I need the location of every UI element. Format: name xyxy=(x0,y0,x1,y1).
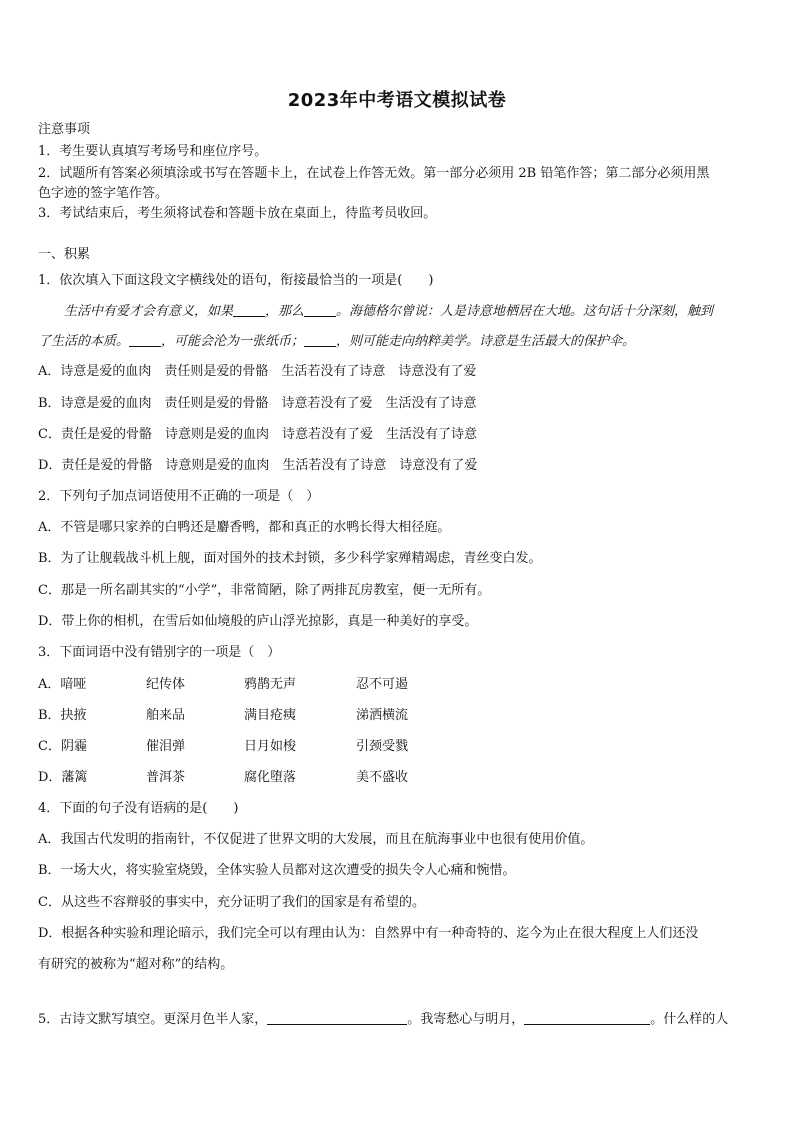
q1-blank-4 xyxy=(304,332,336,347)
q5-line xyxy=(38,1010,728,1029)
q1-option-b: B．诗意是爱的血肉 责任则是爱的骨骼 诗意若没有了爱 生活没有了诗意 xyxy=(38,396,477,411)
q3-c-word-4: 引颈受戮 xyxy=(356,739,409,754)
q4-option-c: C．从这些不容辩驳的事实中，充分证明了我们的国家是有希望的。 xyxy=(38,895,425,910)
q1-blank-3 xyxy=(129,332,161,347)
q1-passage-line-1 xyxy=(64,302,713,321)
q5-blank-2 xyxy=(524,1010,650,1025)
q2-option-a: A．不管是哪只家养的白鸭还是麝香鸭，都和真正的水鸭长得大相径庭。 xyxy=(38,520,451,535)
q3-d-word-2: 普洱茶 xyxy=(146,770,186,785)
notice-item-3: 3．考试结束后，考生须将试卷和答题卡放在桌面上，待监考员收回。 xyxy=(38,206,437,221)
q1-stem: 1．依次填入下面这段文字横线处的语句，衔接最恰当的一项是( ) xyxy=(38,273,434,288)
q4-option-a: A．我国古代发明的指南针，不仅促进了世界文明的大发展，而且在航海事业中也很有使用价值。 xyxy=(38,832,594,847)
page-title: 2023年中考语文模拟试卷 xyxy=(287,90,507,111)
q1-passage-text: 。海德格尔曾说：人是诗意地栖居在大地。这句话十分深刻，触到 xyxy=(336,304,714,319)
notice-heading: 注意事项 xyxy=(38,122,91,137)
notice-item-2-cont: 色字迹的签字笔作答。 xyxy=(38,186,169,201)
q3-b-word-1: B．抉掖 xyxy=(38,708,87,723)
q2-option-b: B．为了让舰载战斗机上舰，面对国外的技术封锁，多少科学家殚精竭虑，青丝变白发。 xyxy=(38,551,542,566)
q3-b-word-4: 涕洒横流 xyxy=(356,708,409,723)
q4-option-b: B．一场大火，将实验室烧毁，全体实验人员都对这次遭受的损失令人心痛和惋惜。 xyxy=(38,863,516,878)
q4-stem: 4．下面的句子没有语病的是( ) xyxy=(38,801,239,816)
q1-blank-1 xyxy=(233,302,265,317)
q5-text: 。我寄愁心与明月， xyxy=(407,1012,525,1027)
q1-passage-text: ，可能会沦为一张纸币； xyxy=(161,334,305,349)
q3-a-word-3: 鸦鹊无声 xyxy=(244,677,297,692)
q1-option-d: D．责任是爱的骨骼 诗意则是爱的血肉 生活若没有了诗意 诗意没有了爱 xyxy=(38,458,478,473)
q3-b-word-3: 满目疮痍 xyxy=(244,708,297,723)
q4-option-d-cont: 有研究的被称为“超对称”的结构。 xyxy=(38,957,234,972)
q3-a-word-4: 忍不可遏 xyxy=(356,677,409,692)
q5-text: 。什么样的人 xyxy=(650,1012,729,1027)
q5-blank-1 xyxy=(267,1010,407,1025)
q1-passage-text: ，则可能走向纳粹美学。诗意是生活最大的保护伞。 xyxy=(336,334,636,349)
q4-option-d: D．根据各种实验和理论暗示，我们完全可以有理由认为：自然界中有一种奇特的、迄今为止在很大程度上人们还没 xyxy=(38,926,699,941)
q3-c-word-3: 日月如梭 xyxy=(244,739,297,754)
section-heading: 一、积累 xyxy=(38,247,91,262)
q3-d-word-4: 美不盛收 xyxy=(356,770,409,785)
notice-item-1: 1．考生要认真填写考场号和座位序号。 xyxy=(38,144,268,159)
q3-d-word-1: D．藩篱 xyxy=(38,770,88,785)
q3-b-word-2: 舶来品 xyxy=(146,708,186,723)
q3-d-word-3: 腐化堕落 xyxy=(244,770,297,785)
q1-option-c: C．责任是爱的骨骼 诗意则是爱的血肉 诗意若没有了爱 生活没有了诗意 xyxy=(38,427,477,442)
q1-blank-2 xyxy=(304,302,336,317)
q1-option-a: A．诗意是爱的血肉 责任则是爱的骨骼 生活若没有了诗意 诗意没有了爱 xyxy=(38,364,477,379)
q2-option-c: C．那是一所名副其实的“小学”，非常简陋，除了两排瓦房教室，便一无所有。 xyxy=(38,583,491,598)
q3-a-word-1: A．喑哑 xyxy=(38,677,87,692)
q5-text: 5．古诗文默写填空。更深月色半人家， xyxy=(38,1012,268,1027)
q1-passage-line-2 xyxy=(38,332,635,351)
q3-stem: 3．下面词语中没有错别字的一项是（ ） xyxy=(38,645,281,660)
q1-passage-text: 生活中有爱才会有意义，如果 xyxy=(64,304,234,319)
q2-stem: 2．下列句子加点词语使用不正确的一项是（ ） xyxy=(38,489,320,504)
q1-passage-text: ，那么 xyxy=(265,304,305,319)
notice-item-2: 2．试题所有答案必须填涂或书写在答题卡上，在试卷上作答无效。第一部分必须用 2B 铅笔作答；第二部分必须用黑 xyxy=(38,166,710,181)
q3-a-word-2: 纪传体 xyxy=(146,677,186,692)
q3-c-word-1: C．阴霾 xyxy=(38,739,87,754)
q3-c-word-2: 催泪弹 xyxy=(146,739,186,754)
q1-passage-text: 了生活的本质。 xyxy=(38,334,130,349)
q2-option-d: D．带上你的相机，在雪后如仙境般的庐山浮光掠影，真是一种美好的享受。 xyxy=(38,614,478,629)
